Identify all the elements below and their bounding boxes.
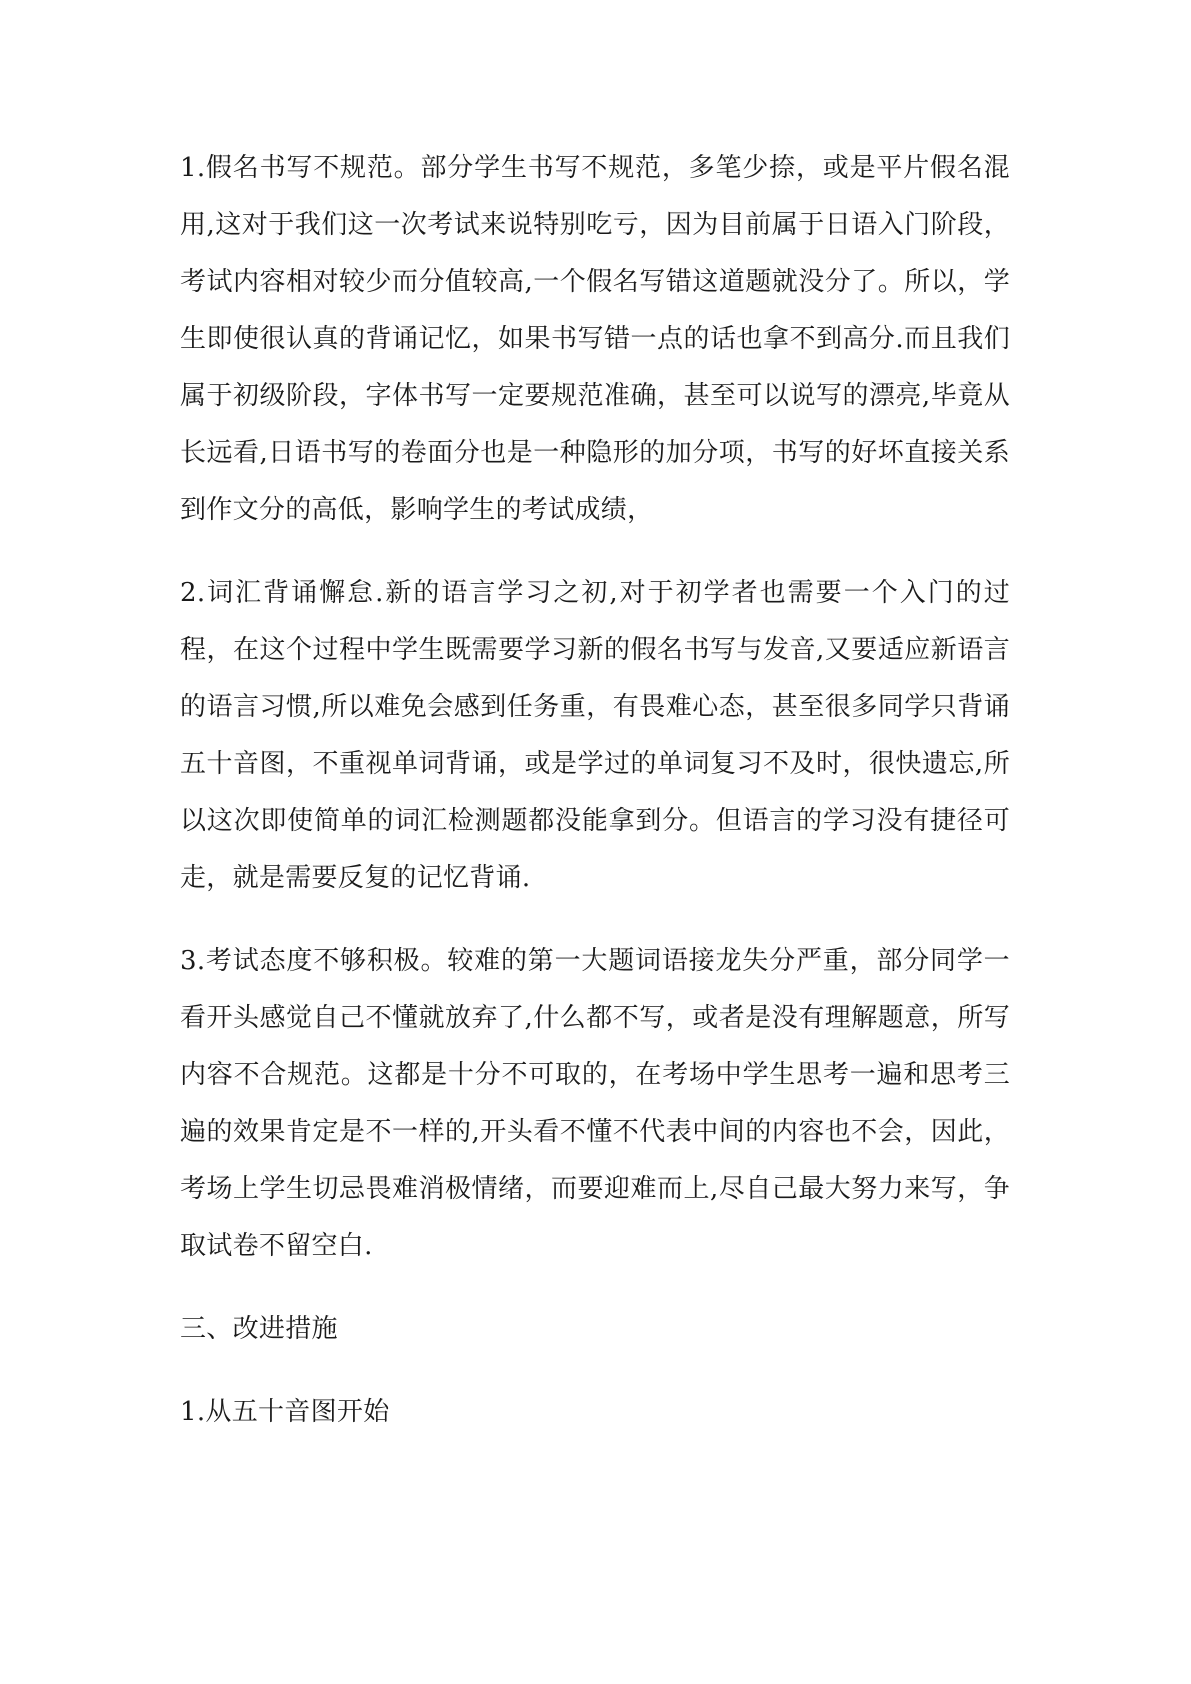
document-body xyxy=(180,140,1010,1467)
paragraph-1: 1.假名书写不规范。部分学生书写不规范，多笔少捺，或是平片假名混用,这对于我们这一次考试来说特别吃亏，因为目前属于日语入门阶段，考试内容相对较少而分值较高,一个假名写错这道题就没分了。所以，学生即使很认真的背诵记忆，如果书写错一点的话也拿不到高分.而且我们属于初级阶段，字体书写一定要规范准确，甚至可以说写的漂亮,毕竟从长远看,日语书写的卷面分也是一种隐形的加分项，书写的好坏直接关系到作文分的高低，影响学生的考试成绩， xyxy=(180,153,1010,525)
section-heading: 三、改进措施 xyxy=(180,1314,338,1344)
paragraph-3: 3.考试态度不够积极。较难的第一大题词语接龙失分严重，部分同学一看开头感觉自己不懂就放弃了,什么都不写，或者是没有理解题意，所写内容不合规范。这都是十分不可取的，在考场中学生思考一遍和思考三遍的效果肯定是不一样的,开头看不懂不代表中间的内容也不会，因此，考场上学生切忌畏难消极情绪，而要迎难而上,尽自己最大努力来写，争取试卷不留空白. xyxy=(180,946,1010,1261)
subheading: 1.从五十音图开始 xyxy=(180,1397,390,1427)
paragraph-2: 2.词汇背诵懈怠.新的语言学习之初,对于初学者也需要一个入门的过程，在这个过程中学生既需要学习新的假名书写与发音,又要适应新语言的语言习惯,所以难免会感到任务重，有畏难心态，甚至很多同学只背诵五十音图，不重视单词背诵，或是学过的单词复习不及时，很快遗忘,所以这次即使简单的词汇检测题都没能拿到分。但语言的学习没有捷径可走，就是需要反复的记忆背诵. xyxy=(180,578,1010,893)
